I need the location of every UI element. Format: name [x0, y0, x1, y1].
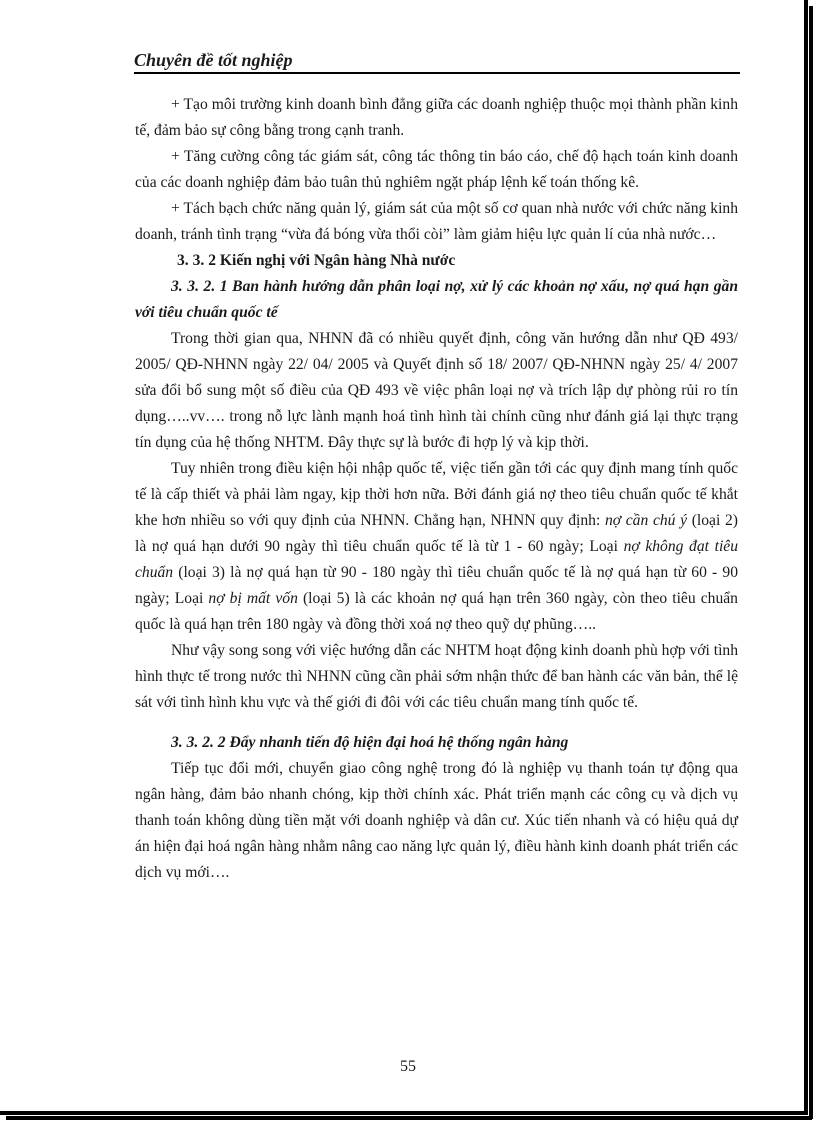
paragraph-5: [135, 456, 738, 638]
paragraph-5-text-1: Tuy nhiên trong điều kiện hội nhập quốc tế, việc tiến gần tới các quy định mang tính quốc tế là cấp thiết và phải làm ngay, kịp thời hơn nữa. Bởi đánh giá nợ theo tiêu chuẩn quốc tế khắt khe hơn nhiều so với quy định của NHNN. Chẳng hạn, NHNN quy định:: [135, 460, 738, 529]
paragraph-6: Như vậy song song với việc hướng dẫn các NHTM hoạt động kinh doanh phù hợp với tình hình thực tế trong nước thì NHNN cũng cần phải sớm nhận thức để ban hành các văn bản, thể lệ sát với tình hình khu vực và thế giới đi đôi với các tiêu chuẩn mang tính quốc tế.: [135, 642, 738, 711]
paragraph-2: + Tăng cường công tác giám sát, công tác thông tin báo cáo, chế độ hạch toán kinh doanh của các doanh nghiệp đảm bảo tuân thủ nghiêm ngặt pháp lệnh kế toán thống kê.: [135, 148, 738, 191]
paragraph-7: Tiếp tục đổi mới, chuyển giao công nghệ trong đó là nghiệp vụ thanh toán tự động qua ngân hàng, đảm bảo nhanh chóng, kịp thời chính xác. Phát triển mạnh các công cụ và dịch vụ thanh toán không dùng tiền mặt với doanh nghiệp và dân cư. Xúc tiến nhanh và có hiệu quả dự án hiện đại hoá ngân hàng nhằm nâng cao năng lực quản lý, điều hành kinh doanh phát triển các dịch vụ mới….: [135, 760, 738, 881]
subsection-heading-3-3-2-1: 3. 3. 2. 1 Ban hành hướng dẫn phân loại nợ, xử lý các khoản nợ xấu, nợ quá hạn gần với tiêu chuẩn quốc tế: [135, 278, 738, 321]
term-no-can-chu-y: nợ cần chú ý: [604, 512, 688, 529]
term-no-khong-dat-tieu-chuan: nợ không đạt tiêu chuẩn: [135, 538, 738, 581]
subsection-heading-3-3-2-2: 3. 3. 2. 2 Đẩy nhanh tiến độ hiện đại hoá hệ thống ngân hàng: [171, 734, 569, 751]
paragraph-4: Trong thời gian qua, NHNN đã có nhiều quyết định, công văn hướng dẫn như QĐ 493/ 2005/ QĐ-NHNN ngày 22/ 04/ 2005 và Quyết định số 18/ 2007/ QĐ-NHNN ngày 25/ 4/ 2007 sửa đổi bổ sung một số điều của QĐ 493 về việc phân loại nợ và trích lập dự phòng rủi ro tín dụng…..vv…. trong nỗ lực lành mạnh hoá tình hình tài chính cũng như đánh giá lại thực trạng tín dụng của hệ thống NHTM. Đây thực sự là bước đi hợp lý và kịp thời.: [135, 330, 738, 451]
document-body: [135, 92, 738, 886]
paragraph-3: + Tách bạch chức năng quản lý, giám sát của một số cơ quan nhà nước với chức năng kinh doanh, tránh tình trạng “vừa đá bóng vừa thổi còi” làm giảm hiệu lực quản lí của nhà nước…: [135, 200, 738, 243]
paragraph-5-text-3: (loại 3) là nợ quá hạn từ 90 - 180 ngày thì tiêu chuẩn quốc tế là nợ quá hạn từ 60 - 90 ngày; Loại: [135, 564, 738, 607]
spacer: [135, 716, 738, 730]
paragraph-5-text-2: (loại 2) là nợ quá hạn dưới 90 ngày thì tiêu chuẩn quốc tế là từ 1 - 60 ngày; Loại: [135, 512, 738, 555]
section-heading-3-3-2: 3. 3. 2 Kiến nghị với Ngân hàng Nhà nước: [177, 252, 456, 269]
term-no-bi-mat-von: nợ bị mất vốn: [208, 590, 298, 607]
page-shadow-bottom: [6, 1116, 812, 1120]
page-number: 55: [400, 1058, 416, 1075]
page-shadow-right: [809, 6, 813, 1119]
page-header: [134, 48, 740, 74]
paragraph-5-text-4: (loại 5) là các khoản nợ quá hạn trên 360 ngày, còn theo tiêu chuẩn quốc là quá hạn trên 180 ngày và đồng thời xoá nợ theo quỹ dự phũng…..: [135, 590, 738, 633]
paragraph-1: + Tạo môi trường kinh doanh bình đẳng giữa các doanh nghiệp thuộc mọi thành phần kinh tế, đảm bảo sự công bằng trong cạnh tranh.: [135, 96, 738, 139]
header-title: Chuyên đề tốt nghiệp: [134, 50, 293, 70]
